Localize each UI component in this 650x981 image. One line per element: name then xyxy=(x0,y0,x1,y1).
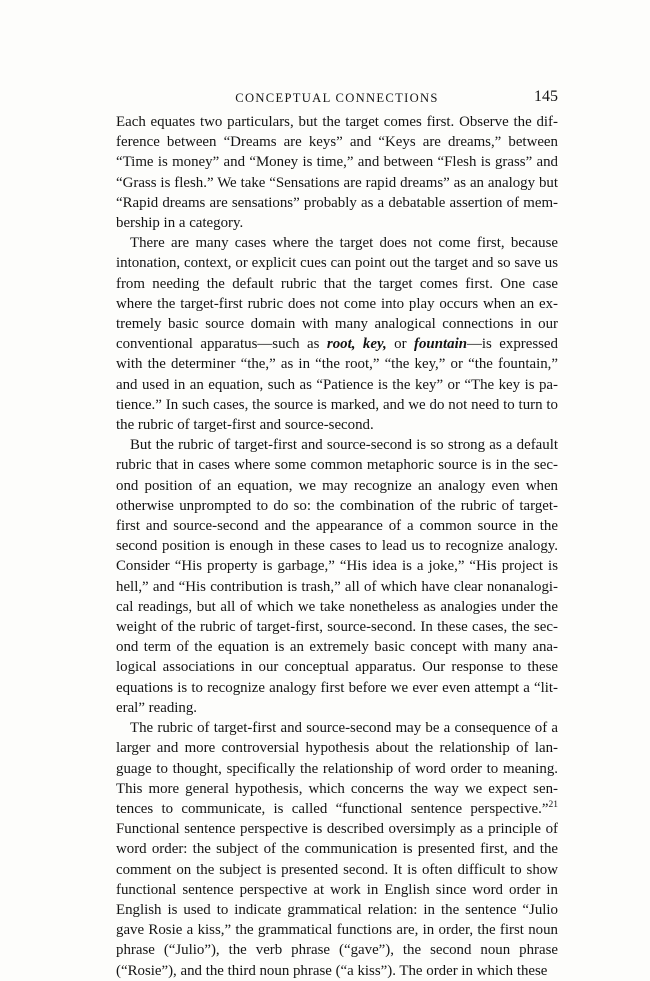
term-fountain: fountain xyxy=(414,336,467,353)
body-text xyxy=(116,112,558,981)
paragraph-1: Each equates two particulars, but the target comes first. Observe the difference between “Dreams are keys” and “Keys are dreams,” between “Time is money” and “Money is time,” and between “Flesh is grass” and “Grass is flesh.” We take “Sensations are rapid dreams” as an analogy but “Rapid dreams are sensations” probably as a debatable assertion of membership in a category. xyxy=(116,114,558,232)
paragraph-2-text-after: —is expressed with the determiner “the,” as in “the root,” “the key,” or “the fountain,” and used in an equation, such as “Patience is the key” or “The key is patience.” In such cases, the source is marked, and we do not need to turn to the rubric of target-first and source-second. xyxy=(116,336,558,434)
paragraph-4-text-before: The rubric of target-first and source-second may be a consequence of a larger and more controversial hypothesis about the relationship of language to thought, specifically the relationship of word order to meaning. This more general hypothesis, which concerns the way we expect sentences to communicate, is called “functional sentence perspective.” xyxy=(116,720,558,817)
footnote-reference[interactable]: 21 xyxy=(548,799,558,810)
running-head: CONCEPTUAL CONNECTIONS xyxy=(235,91,439,105)
paragraph-2-text-before: There are many cases where the target does not come first, because intonation, context, or explicit cues can point out the target and so save us from needing the default rubric that the target comes first. One case where the target-first rubric does not come into play occurs when an extremely basic source domain with many analogical connections in our conventional apparatus—such as xyxy=(116,235,558,353)
paragraph-4 xyxy=(116,718,558,981)
paragraph-3: But the rubric of target-first and source-second is so strong as a default rubric that in cases where some common metaphoric source is in the second position of an equation, we may recognize an analogy even when otherwise unprompted to do so: the combination of the rubric of target-first and source-second and the appearance of a common source in the second position is enough in these cases to lead us to recognize analogy. Consider “His property is garbage,” “His idea is a joke,” “His project is hell,” and “His contribution is trash,” all of which have clear nonanalogical readings, but all of which we take nonetheless as analogies under the weight of the rubric of target-first, source-second. In these cases, the second term of the equation is an extremely basic concept with many analogical associations in our conceptual apparatus. Our response to these equations is to recognize analogy first before we ever even attempt a “literal” reading. xyxy=(116,437,558,716)
paragraph-4-text-after: Functional sentence perspective is described oversimply as a principle of word order: the subject of the communication is presented first, and the comment on the subject is presented second. It is often difficult to show functional sentence perspective at work in English since word order in English is used to indicate grammatical relation: in the sentence “Julio gave Rosie a kiss,” the grammatical functions are, in order, the first noun phrase (“Julio”), the verb phrase (“gave”), the second noun phrase (“Rosie”), and the third noun phrase (“a kiss”). The order in which these xyxy=(116,821,558,979)
term-root-key: root, key, xyxy=(326,336,387,353)
paragraph-2 xyxy=(116,233,558,435)
page-header xyxy=(116,88,558,110)
paragraph-2-text-mid: or xyxy=(386,336,415,353)
page-number: 145 xyxy=(534,88,558,105)
